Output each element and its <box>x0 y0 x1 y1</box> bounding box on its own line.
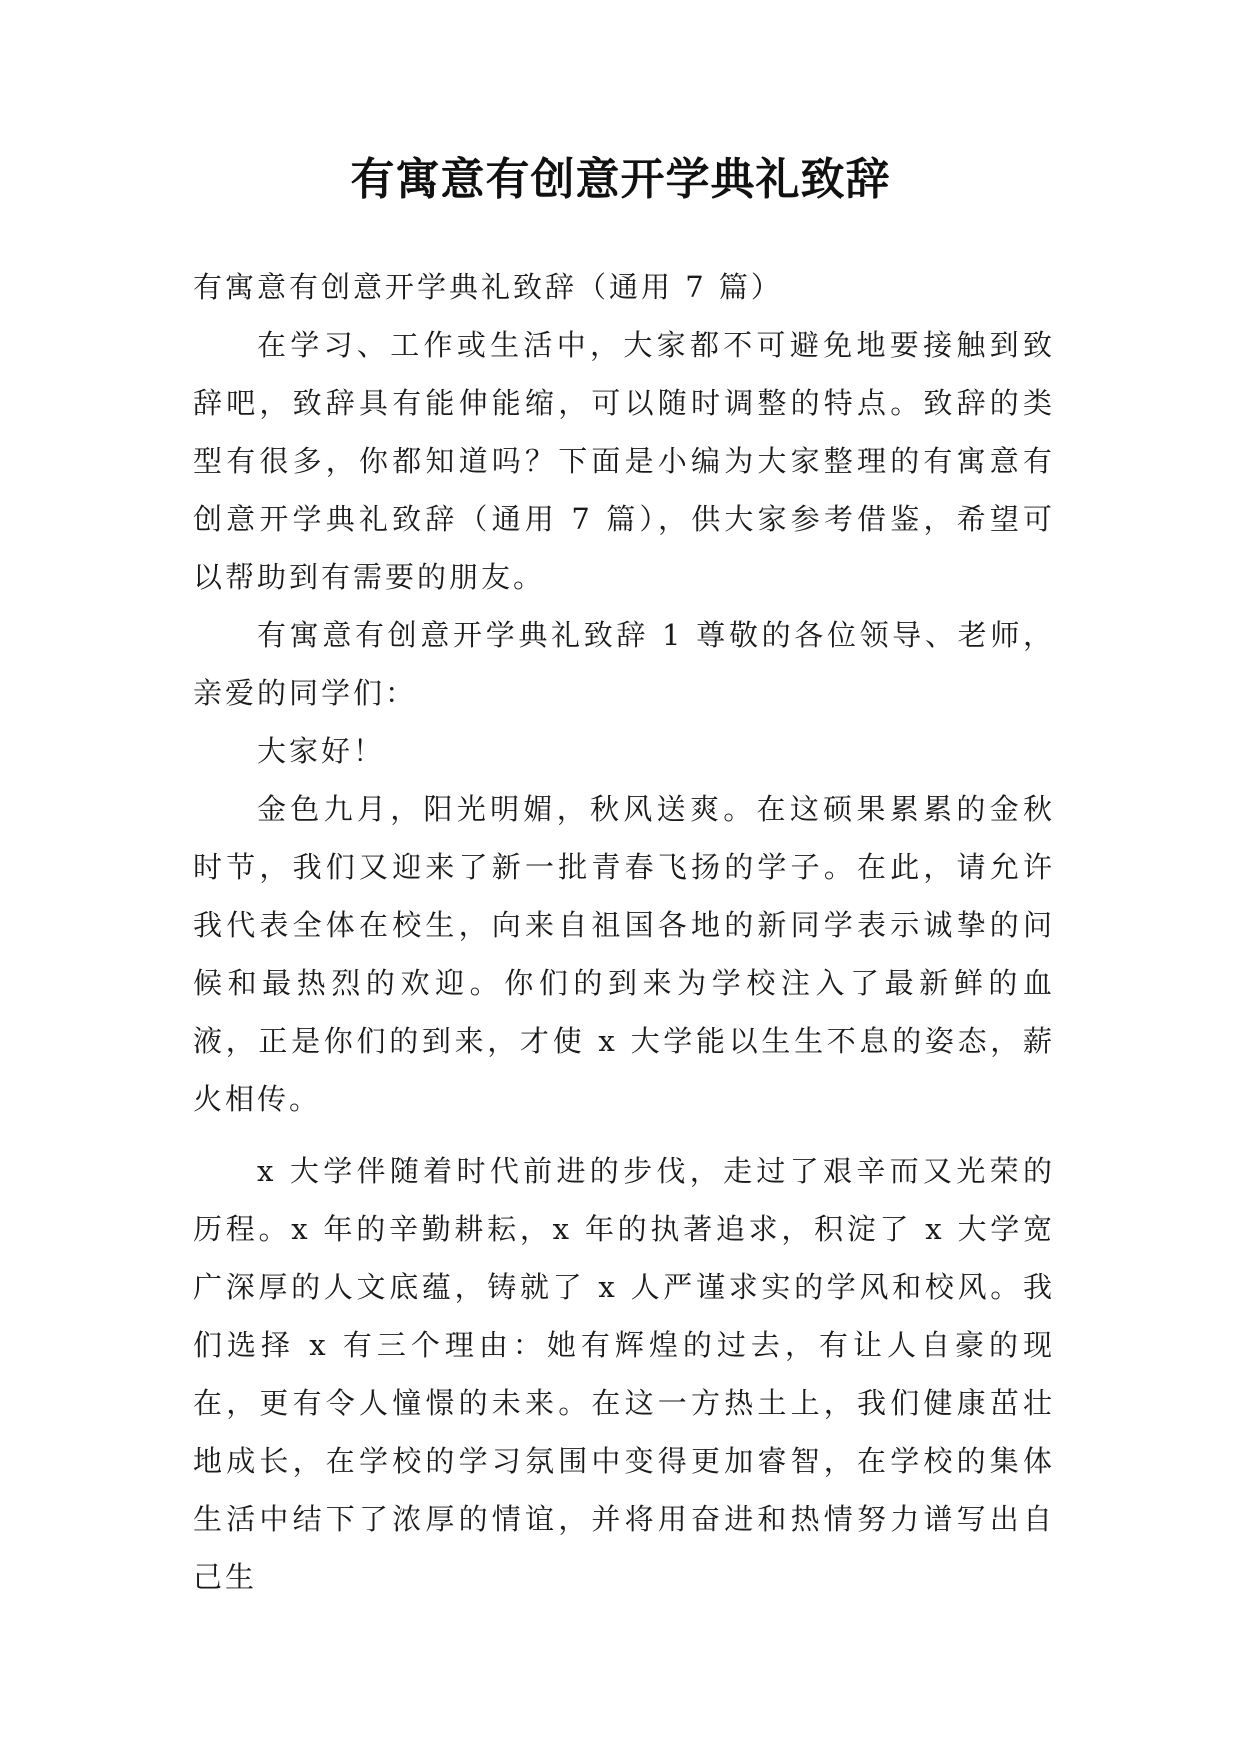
intro-paragraph: 在学习、工作或生活中，大家都不可避免地要接触到致辞吧，致辞具有能伸能缩，可以随时调整的特点。致辞的类型有很多，你都知道吗？下面是小编为大家整理的有寓意有创意开学典礼致辞（通用 7 篇），供大家参考借鉴，希望可以帮助到有需要的朋友。 <box>193 328 1055 594</box>
greeting-paragraph: 大家好！ <box>257 734 386 768</box>
speech-heading-paragraph: 有寓意有创意开学典礼致辞 1 尊敬的各位领导、老师，亲爱的同学们： <box>193 618 1055 710</box>
welcome-paragraph: 金色九月，阳光明媚，秋风送爽。在这硕果累累的金秋时节，我们又迎来了新一批青春飞扬的学子。在此，请允许我代表全体在校生，向来自祖国各地的新同学表示诚挚的问候和最热烈的欢迎。你们的到来为学校注入了最新鲜的血液，正是你们的到来，才使 x 大学能以生生不息的姿态，薪火相传。 <box>193 792 1055 1116</box>
document-body <box>193 258 1055 1606</box>
subtitle-paragraph: 有寓意有创意开学典礼致辞（通用 7 篇） <box>193 270 783 304</box>
document-title: 有寓意有创意开学典礼致辞 <box>350 154 891 205</box>
history-paragraph: x 大学伴随着时代前进的步伐，走过了艰辛而又光荣的历程。x 年的辛勤耕耘，x 年的执著追求，积淀了 x 大学宽广深厚的人文底蕴，铸就了 x 人严谨求实的学风和校风。我们选择 x 有三个理由：她有辉煌的过去，有让人自豪的现在，更有令人憧憬的未来。在这一方热土上，我们健康茁壮地成长，在学校的学习氛围中变得更加睿智，在学校的集体生活中结下了浓厚的情谊，并将用奋进和热情努力谱写出自己生 <box>193 1154 1055 1594</box>
